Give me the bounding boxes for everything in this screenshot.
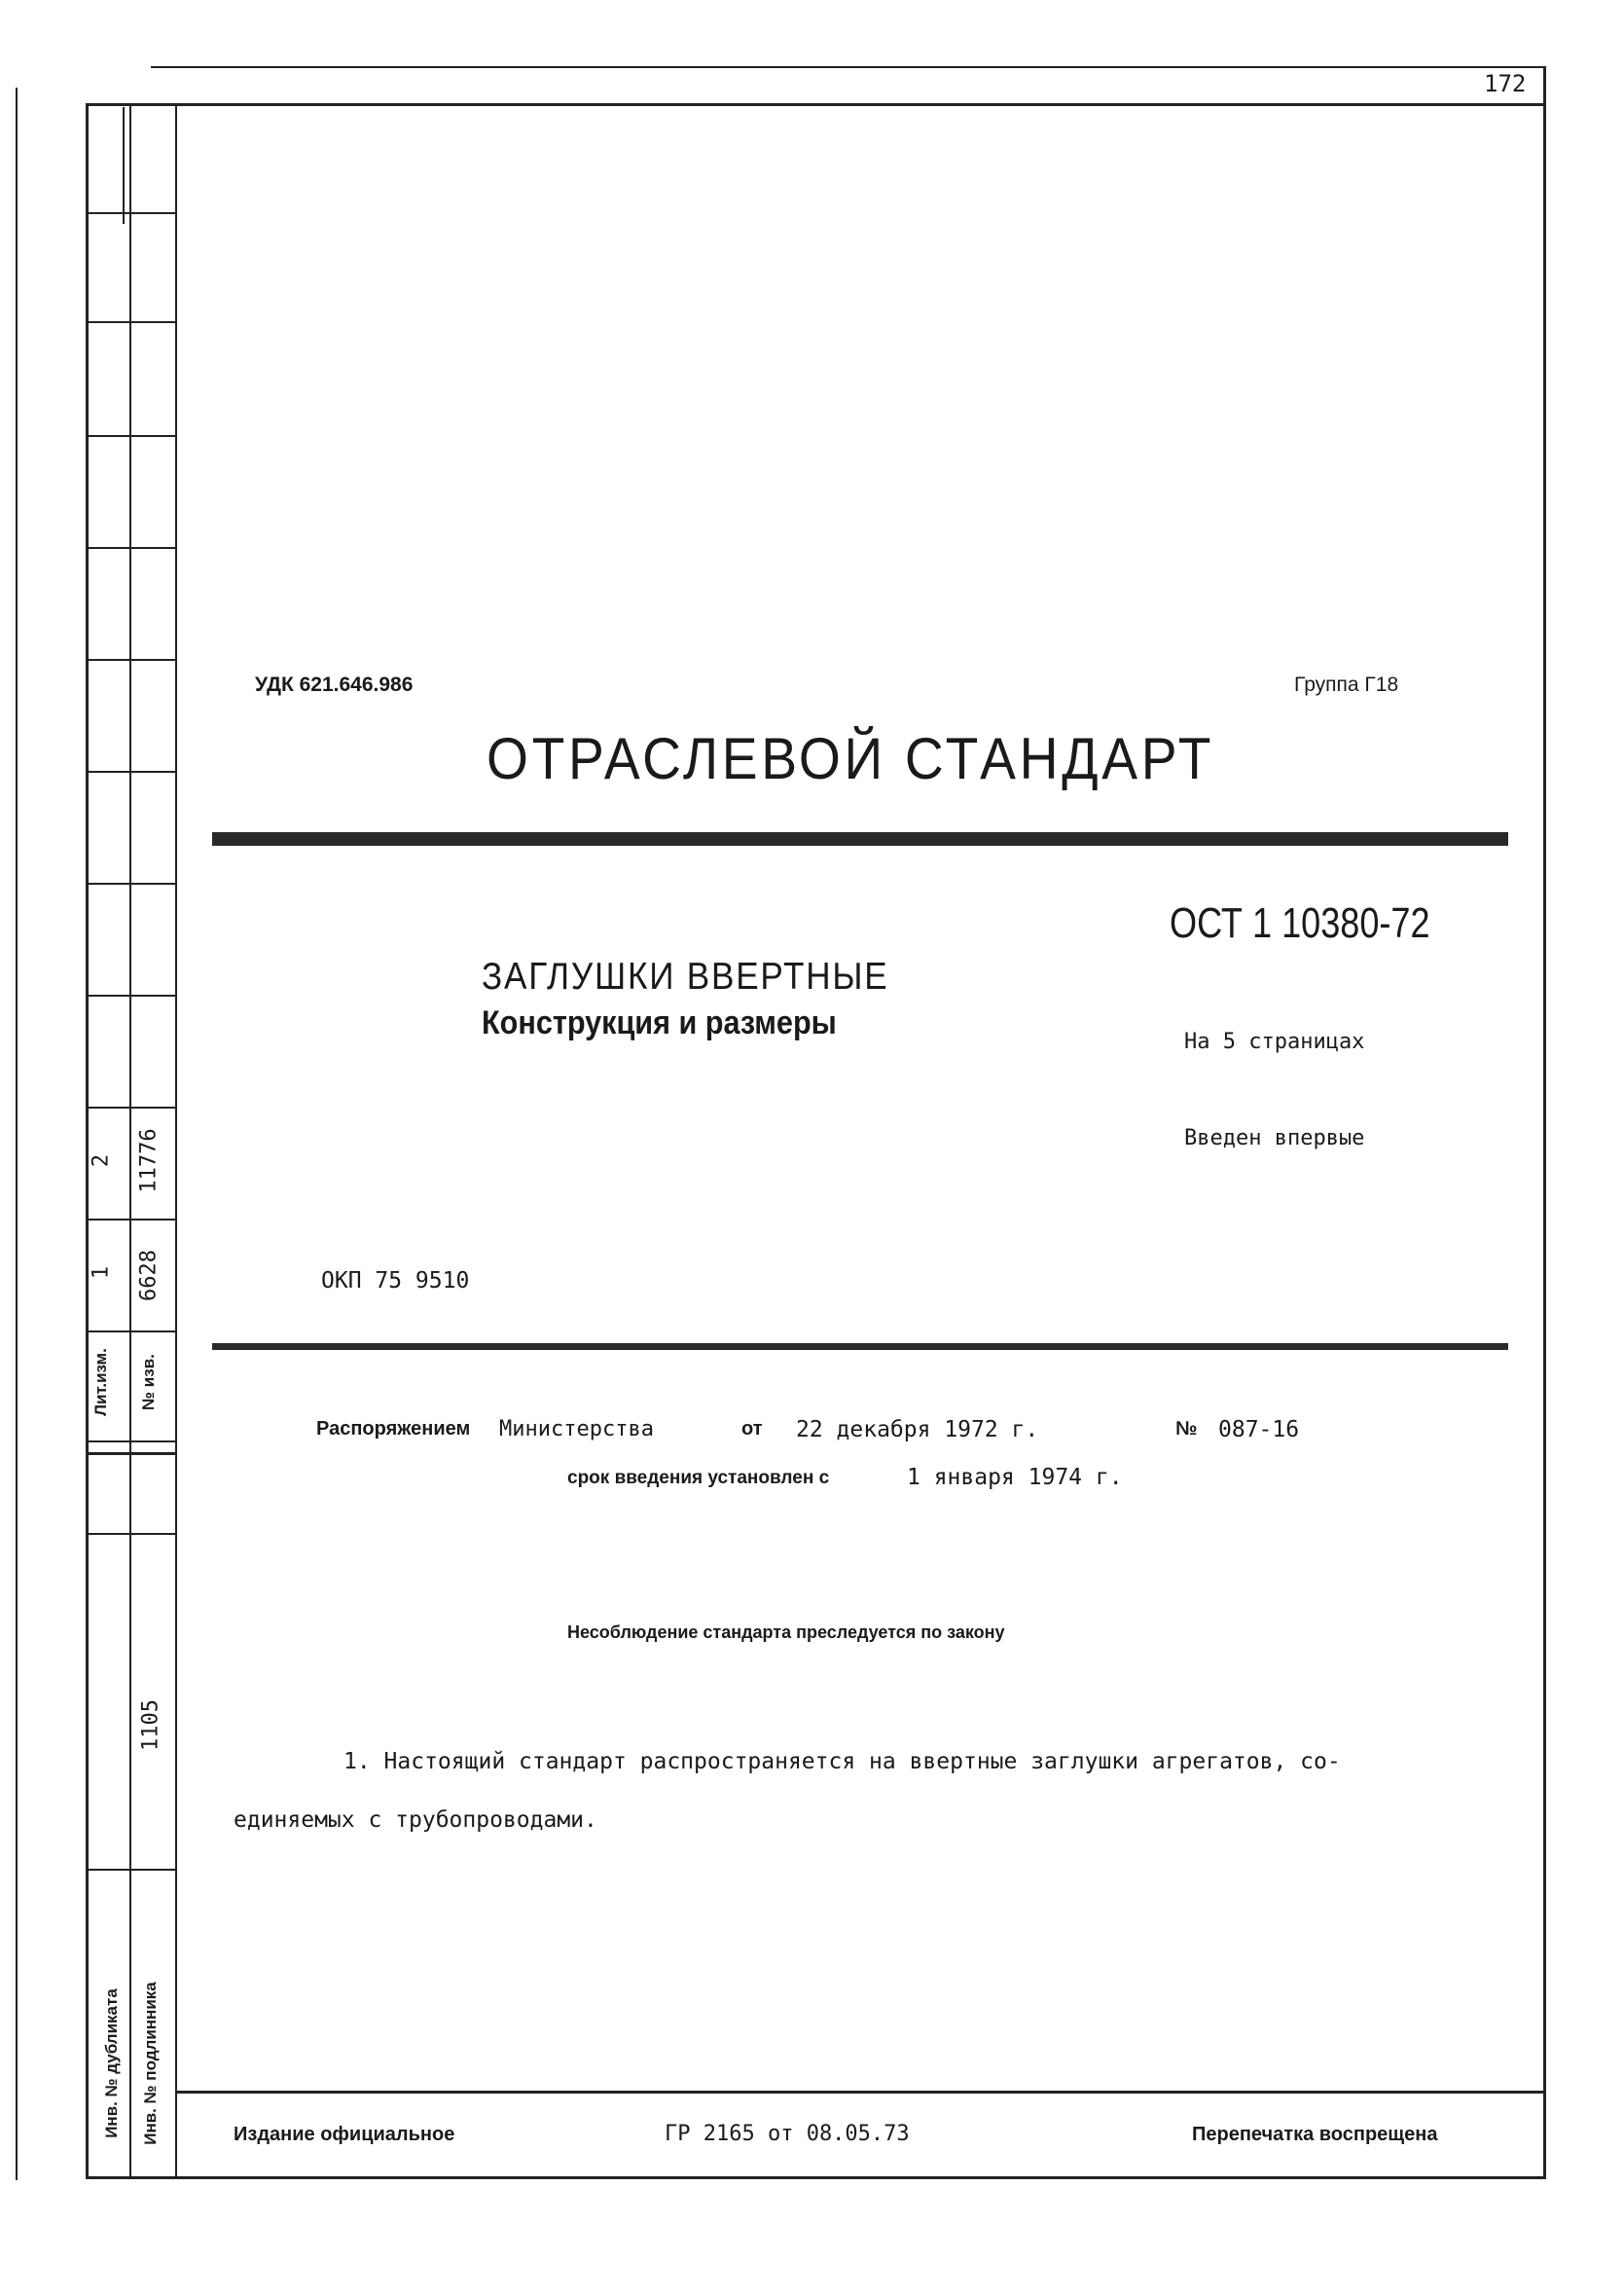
standard-code: ОСТ 1 10380-72 <box>1170 899 1430 947</box>
legal-warning: Несоблюдение стандарта преследуется по закону <box>567 1622 1005 1642</box>
banner-rule <box>212 832 1508 846</box>
stamp-row-line <box>86 883 176 885</box>
stamp-row-line <box>86 1869 176 1871</box>
stamp-row-line <box>86 1440 176 1442</box>
stamp-mid-short <box>123 107 125 224</box>
paragraph-1-line-1: 1. Настоящий стандарт распространяется на ввертные заглушки агрегатов, со- <box>343 1749 1341 1774</box>
stamp-inv-orig-label: Инв. № подлинника <box>141 1982 160 2145</box>
stamp-lit-2: 2 <box>89 1153 114 1168</box>
stamp-izv-2: 11776 <box>136 1128 162 1193</box>
stamp-izv-1: 6628 <box>136 1250 162 1301</box>
page-number: 172 <box>1484 70 1527 97</box>
order-number-label: № <box>1175 1418 1198 1440</box>
footer-edition: Издание официальное <box>234 2124 455 2145</box>
stamp-row-line <box>86 1107 176 1109</box>
stamp-col-left <box>86 103 89 2178</box>
stamp-row-line <box>86 995 176 997</box>
stamp-inv-dup-label: Инв. № дубликата <box>102 1988 121 2138</box>
introduced-note: Введен впервые <box>1184 1126 1365 1150</box>
footer-top-line <box>175 2091 1545 2094</box>
effective-date: 1 января 1974 г. <box>907 1465 1123 1490</box>
banner-title: ОТРАСЛЕВОЙ СТАНДАРТ <box>487 726 1215 791</box>
frame-left-line <box>175 103 177 2178</box>
frame-inner-top-line <box>86 103 1544 106</box>
subject-subtitle: Конструкция и размеры <box>482 1004 837 1041</box>
stamp-col-mid <box>129 103 131 2178</box>
pages-note: На 5 страницах <box>1184 1030 1365 1054</box>
stamp-row-line <box>86 771 176 773</box>
frame-bottom-line <box>86 2176 1546 2179</box>
stamp-row-line <box>86 212 176 214</box>
order-authority: Министерства <box>499 1417 654 1441</box>
stamp-lit-1: 1 <box>89 1265 114 1280</box>
section-rule <box>212 1343 1508 1350</box>
order-from-label: от <box>741 1418 763 1440</box>
frame-top-line <box>151 66 1544 68</box>
stamp-row-line <box>86 435 176 437</box>
stamp-inv-orig-value: 1105 <box>138 1699 163 1751</box>
okp-code: ОКП 75 9510 <box>321 1268 470 1294</box>
page-edge-line <box>16 88 18 2180</box>
paragraph-1-line-2: единяемых с трубопроводами. <box>234 1807 597 1833</box>
order-date: 22 декабря 1972 г. <box>796 1417 1039 1442</box>
footer-registration: ГР 2165 от 08.05.73 <box>665 2122 910 2146</box>
stamp-row-line <box>86 1330 176 1332</box>
udk-code: УДК 621.646.986 <box>255 674 414 696</box>
stamp-lit-izm-label: Лит.изм. <box>91 1348 110 1416</box>
frame-right-line <box>1543 66 1546 2178</box>
stamp-no-izv-label: № изв. <box>139 1354 158 1410</box>
stamp-row-line <box>86 321 176 323</box>
stamp-row-line <box>86 659 176 661</box>
order-number: 087-16 <box>1218 1417 1300 1442</box>
stamp-row-line <box>86 547 176 549</box>
subject-title: ЗАГЛУШКИ ВВЕРТНЫЕ <box>482 956 889 998</box>
effective-label: срок введения установлен с <box>567 1468 830 1488</box>
order-label: Распоряжением <box>316 1418 471 1440</box>
stamp-row-line <box>86 1219 176 1221</box>
footer-reprint: Перепечатка воспрещена <box>1192 2124 1438 2145</box>
group-code: Группа Г18 <box>1294 674 1399 696</box>
stamp-row-line <box>86 1533 176 1535</box>
stamp-block-separator <box>86 1452 176 1455</box>
